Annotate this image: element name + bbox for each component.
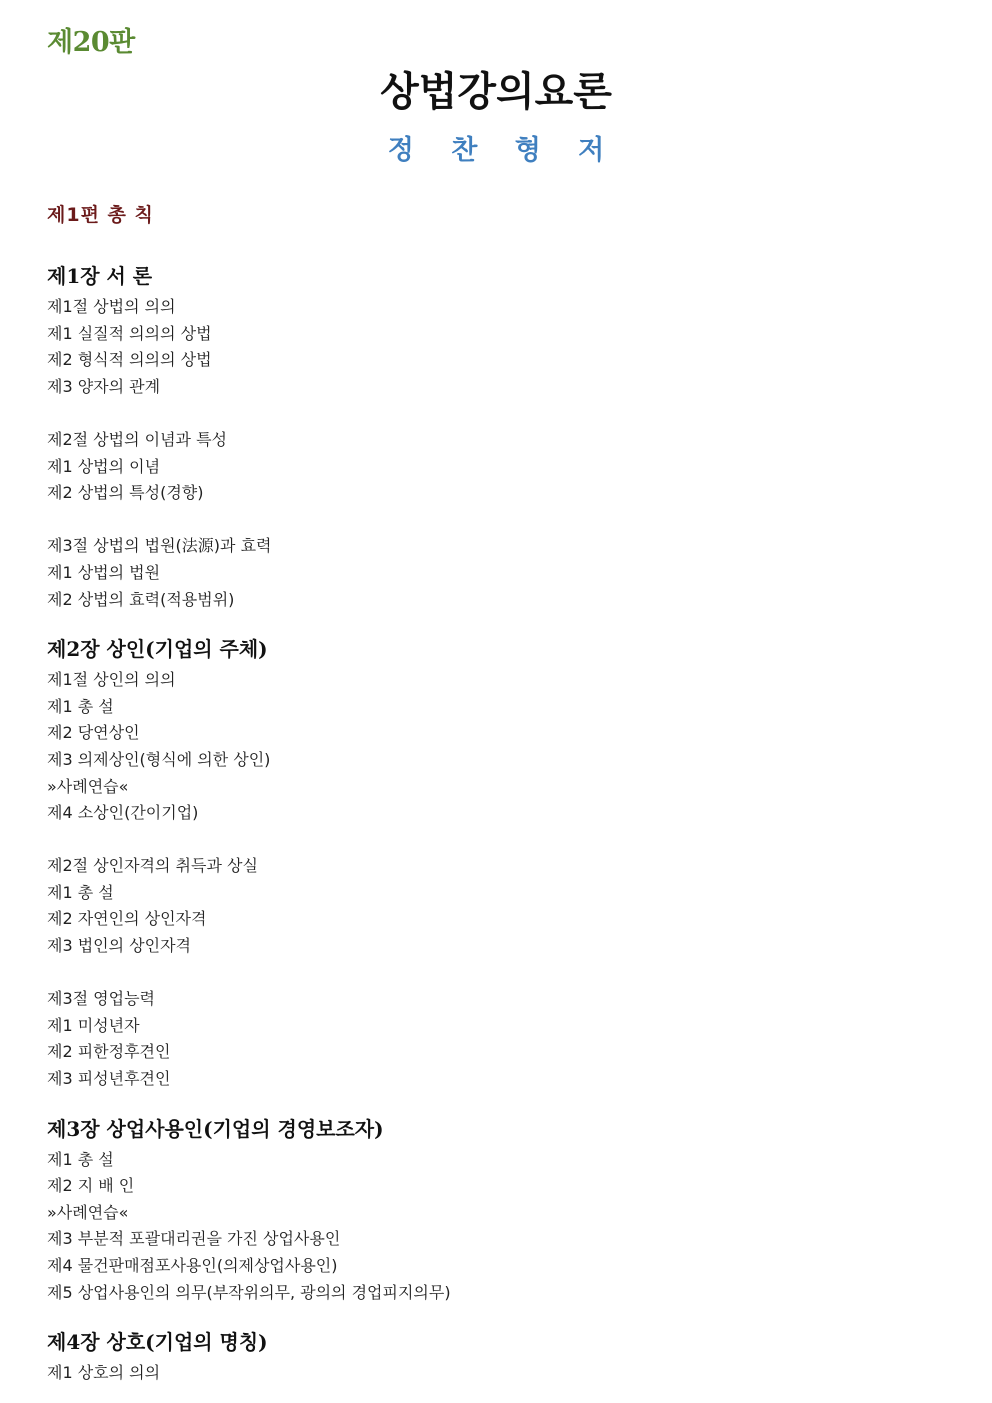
section-heading: 제2절 상법의 이념과 특성	[47, 429, 227, 449]
toc-item: 제1 총 설	[47, 696, 114, 716]
section-heading: 제1절 상인의 의의	[47, 670, 176, 690]
section-spacer	[47, 507, 947, 534]
toc-item: 제5 상업사용인의 의무(부작위의무, 광의의 경업피지의무)	[47, 1282, 451, 1302]
book-title: 상법강의요론	[380, 69, 612, 115]
section-heading: 제3절 상법의 법원(法源)과 효력	[47, 536, 272, 556]
chapter-heading: 제4장 상호(기업의 명칭)	[47, 1330, 268, 1355]
chapter-spacer	[47, 613, 947, 631]
section-spacer	[47, 400, 947, 427]
toc-item: 제1 상법의 이념	[47, 456, 161, 476]
section-spacer	[47, 827, 947, 854]
toc-item: 제1 미성년자	[47, 1015, 140, 1035]
toc-item: 제3 부분적 포괄대리권을 가진 상업사용인	[47, 1229, 341, 1249]
table-of-contents	[47, 258, 947, 1387]
toc-item: 제2 피한정후견인	[47, 1042, 171, 1062]
toc-item: 제4 물건판매점포사용인(의제상업사용인)	[47, 1256, 338, 1275]
part-heading: 제1편 총 칙	[47, 204, 154, 226]
toc-item: 제1 총 설	[47, 1149, 114, 1169]
chapter-heading: 제1장 서 론	[47, 264, 153, 288]
toc-item: 제3 양자의 관계	[47, 376, 161, 396]
toc-item: 제2 지 배 인	[47, 1176, 135, 1196]
chapter-spacer	[47, 1306, 947, 1324]
toc-item: 제4 소상인(간이기업)	[47, 803, 199, 823]
toc-item: 제1 총 설	[47, 882, 114, 902]
toc-item: 제1 상법의 법원	[47, 562, 161, 582]
chapter-heading: 제3장 상업사용인(기업의 경영보조자)	[47, 1116, 384, 1141]
toc-item: 제2 형식적 의의의 상법	[47, 350, 212, 370]
toc-item: »사례연습«	[47, 1202, 129, 1222]
toc-item: 제1 실질적 의의의 상법	[47, 323, 212, 343]
edition-label: 제20판	[47, 27, 135, 58]
toc-item: 제1 상호의 의의	[47, 1363, 161, 1383]
section-heading: 제3절 영업능력	[47, 989, 156, 1009]
toc-item: 제3 의제상인(형식에 의한 상인)	[47, 749, 271, 769]
section-heading: 제1절 상법의 의의	[47, 297, 176, 316]
toc-item: 제2 상법의 효력(적용범위)	[47, 589, 235, 609]
chapter-heading: 제2장 상인(기업의 주체)	[47, 637, 268, 662]
toc-item: »사례연습«	[47, 776, 129, 796]
toc-item: 제2 자연인의 상인자격	[47, 909, 207, 929]
section-heading: 제2절 상인자격의 취득과 상실	[47, 856, 258, 876]
chapter-spacer	[47, 1093, 947, 1111]
toc-item: 제3 피성년후견인	[47, 1069, 171, 1089]
section-spacer	[47, 960, 947, 987]
toc-item: 제3 법인의 상인자격	[47, 936, 191, 956]
author-line: 정 찬 형 저	[387, 135, 619, 166]
toc-item: 제2 당연상인	[47, 723, 140, 743]
toc-item: 제2 상법의 특성(경향)	[47, 483, 204, 503]
